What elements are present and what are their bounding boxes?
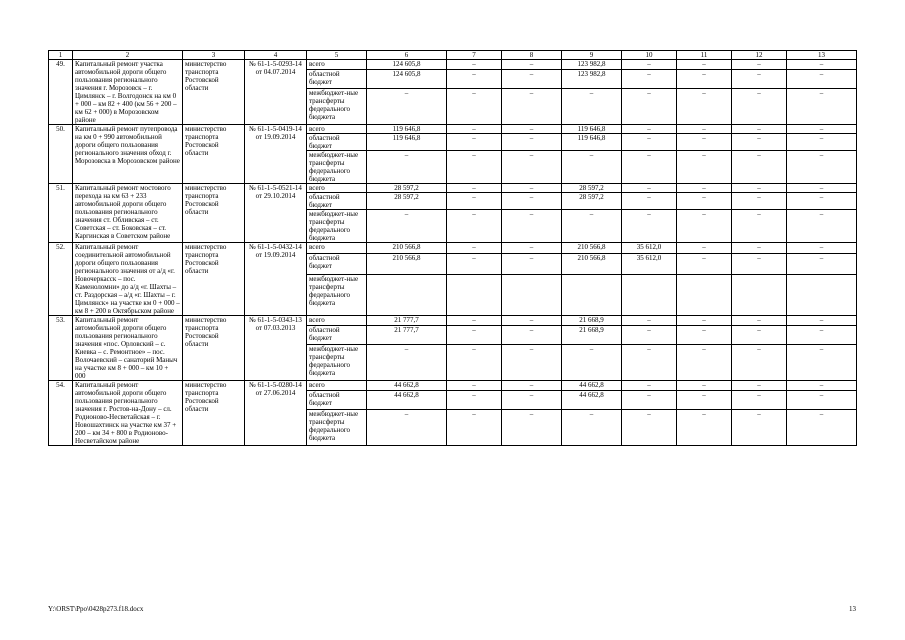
value-cell: 210 566,8: [367, 254, 447, 275]
value-cell: 119 646,8: [367, 125, 447, 134]
value-cell: –: [677, 69, 732, 88]
value-cell: –: [622, 316, 677, 326]
value-cell: [562, 275, 622, 316]
value-cell: –: [622, 60, 677, 70]
value-cell: –: [502, 210, 562, 243]
value-cell: –: [622, 381, 677, 391]
column-header: 13: [787, 51, 857, 60]
value-cell: –: [447, 390, 502, 409]
column-header: 5: [307, 51, 367, 60]
value-cell: 210 566,8: [367, 243, 447, 254]
value-cell: –: [622, 184, 677, 193]
column-header: 12: [732, 51, 787, 60]
value-cell: –: [447, 60, 502, 70]
column-header: 11: [677, 51, 732, 60]
value-cell: –: [732, 381, 787, 391]
value-cell: 35 612,0: [622, 243, 677, 254]
document-sheet: [48, 50, 856, 446]
value-cell: –: [367, 409, 447, 445]
funding-source: межбюджет-ные трансферты федерального бюджета: [307, 344, 367, 380]
column-header: 6: [367, 51, 447, 60]
funding-source: всего: [307, 381, 367, 391]
value-cell: –: [732, 210, 787, 243]
funding-source: всего: [307, 243, 367, 254]
funding-source: межбюджет-ные трансферты федерального бюджета: [307, 210, 367, 243]
value-cell: –: [677, 254, 732, 275]
value-cell: –: [732, 243, 787, 254]
value-cell: –: [787, 381, 857, 391]
value-cell: 44 662,8: [562, 390, 622, 409]
value-cell: –: [447, 254, 502, 275]
value-cell: –: [787, 344, 857, 380]
funding-source: областной бюджет: [307, 254, 367, 275]
value-cell: 28 597,2: [562, 184, 622, 193]
value-cell: 119 646,8: [562, 125, 622, 134]
object-name: Капитальный ремонт мостового перехода на км 63 + 233 автомобильной дороги общего пользования регионального значения ст. Обливская – ст. Советская – ст. Боковская – ст. Каргинская в Советском районе: [73, 184, 183, 243]
value-cell: 119 646,8: [367, 134, 447, 151]
row-number: 54.: [49, 381, 73, 446]
value-cell: –: [732, 409, 787, 445]
value-cell: 28 597,2: [367, 193, 447, 210]
responsible-org: министерство транспорта Ростовской области: [183, 381, 245, 446]
row-number: 52.: [49, 243, 73, 316]
object-name: Капитальный ремонт соединительной автомобильной дороги общего пользования регионального значения от а/д «г. Новочеркасск – пос. Каменоломни» до а/д «г. Шахты – ст. Раздорская – а/д «г. Шахты – г. Цимлянск» на участке км 0 + 000 – км 8 + 200 в Октябрьском районе: [73, 243, 183, 316]
table-row: [49, 125, 857, 134]
responsible-org: министерство транспорта Ростовской области: [183, 184, 245, 243]
page-number: 13: [849, 605, 856, 613]
value-cell: –: [787, 193, 857, 210]
value-cell: –: [447, 184, 502, 193]
value-cell: –: [677, 325, 732, 344]
value-cell: 21 668,9: [562, 325, 622, 344]
value-cell: –: [732, 151, 787, 184]
value-cell: 28 597,2: [367, 184, 447, 193]
document-number: № 61-1-5-0280-14 от 27.06.2014: [245, 381, 307, 446]
value-cell: –: [677, 344, 732, 380]
column-header: 8: [502, 51, 562, 60]
funding-source: областной бюджет: [307, 390, 367, 409]
table-row: [49, 381, 857, 391]
value-cell: 44 662,8: [367, 390, 447, 409]
value-cell: –: [732, 344, 787, 380]
value-cell: 210 566,8: [562, 254, 622, 275]
program-table: [48, 50, 857, 446]
value-cell: –: [502, 125, 562, 134]
value-cell: –: [787, 125, 857, 134]
value-cell: –: [677, 125, 732, 134]
value-cell: –: [502, 88, 562, 124]
value-cell: –: [787, 184, 857, 193]
value-cell: –: [622, 409, 677, 445]
value-cell: –: [677, 210, 732, 243]
value-cell: [787, 275, 857, 316]
table-row: [49, 316, 857, 326]
table-row: [49, 60, 857, 70]
value-cell: –: [732, 254, 787, 275]
document-number: № 61-1-5-0343-13 от 07.03.2013: [245, 316, 307, 381]
value-cell: –: [787, 88, 857, 124]
value-cell: –: [622, 210, 677, 243]
value-cell: –: [502, 381, 562, 391]
value-cell: –: [367, 88, 447, 124]
column-header: 2: [73, 51, 183, 60]
value-cell: –: [447, 193, 502, 210]
document-number: № 61-1-5-0432-14 от 19.09.2014: [245, 243, 307, 316]
value-cell: –: [447, 151, 502, 184]
value-cell: [622, 275, 677, 316]
table-row: [49, 243, 857, 254]
value-cell: 28 597,2: [562, 193, 622, 210]
value-cell: 35 612,0: [622, 254, 677, 275]
object-name: Капитальный ремонт участка автомобильной дороги общего пользования регионального значения г. Морозовск – г. Цимлянск – г. Волгодонск на км 0 + 000 – км 82 + 400 (км 56 + 200 – км 62 + 000) в Морозовском районе: [73, 60, 183, 125]
value-cell: –: [787, 243, 857, 254]
object-name: Капитальный ремонт автомобильной дороги общего пользования регионального значения «пос. Орловский – с. Киевка – с. Ремонтное» – пос. Волочаевский – санаторий Маныч на участке км 8 + 000 – км 10 + 000: [73, 316, 183, 381]
value-cell: –: [447, 344, 502, 380]
value-cell: –: [502, 409, 562, 445]
value-cell: –: [732, 193, 787, 210]
value-cell: –: [562, 409, 622, 445]
value-cell: –: [677, 390, 732, 409]
value-cell: –: [502, 184, 562, 193]
value-cell: –: [732, 125, 787, 134]
value-cell: –: [622, 151, 677, 184]
value-cell: –: [447, 381, 502, 391]
funding-source: областной бюджет: [307, 325, 367, 344]
value-cell: –: [787, 69, 857, 88]
value-cell: –: [787, 134, 857, 151]
value-cell: –: [677, 193, 732, 210]
value-cell: –: [622, 390, 677, 409]
document-number: № 61-1-5-0521-14 от 29.10.2014: [245, 184, 307, 243]
value-cell: –: [622, 125, 677, 134]
column-header: 4: [245, 51, 307, 60]
funding-source: всего: [307, 60, 367, 70]
value-cell: –: [502, 243, 562, 254]
value-cell: –: [677, 88, 732, 124]
value-cell: –: [367, 210, 447, 243]
funding-source: областной бюджет: [307, 69, 367, 88]
column-header: 10: [622, 51, 677, 60]
value-cell: 123 982,8: [562, 69, 622, 88]
value-cell: –: [502, 325, 562, 344]
value-cell: –: [732, 325, 787, 344]
value-cell: 21 777,7: [367, 325, 447, 344]
value-cell: –: [367, 344, 447, 380]
value-cell: [677, 275, 732, 316]
value-cell: –: [502, 69, 562, 88]
value-cell: –: [732, 134, 787, 151]
value-cell: –: [622, 193, 677, 210]
value-cell: 124 605,8: [367, 69, 447, 88]
value-cell: –: [447, 88, 502, 124]
value-cell: –: [787, 254, 857, 275]
row-number: 53.: [49, 316, 73, 381]
value-cell: –: [447, 134, 502, 151]
value-cell: –: [502, 254, 562, 275]
value-cell: 21 777,7: [367, 316, 447, 326]
value-cell: –: [677, 151, 732, 184]
row-number: 51.: [49, 184, 73, 243]
value-cell: –: [367, 151, 447, 184]
value-cell: [367, 275, 447, 316]
value-cell: –: [562, 344, 622, 380]
row-number: 49.: [49, 60, 73, 125]
value-cell: –: [732, 390, 787, 409]
column-number-header: [49, 51, 857, 60]
value-cell: –: [677, 316, 732, 326]
column-header: 3: [183, 51, 245, 60]
value-cell: 21 668,9: [562, 316, 622, 326]
value-cell: –: [502, 151, 562, 184]
table-row: [49, 184, 857, 193]
value-cell: –: [502, 344, 562, 380]
value-cell: 119 646,8: [562, 134, 622, 151]
value-cell: –: [622, 88, 677, 124]
value-cell: [447, 275, 502, 316]
funding-source: всего: [307, 125, 367, 134]
value-cell: 210 566,8: [562, 243, 622, 254]
funding-source: межбюджет-ные трансферты федерального бюджета: [307, 275, 367, 316]
value-cell: –: [677, 243, 732, 254]
value-cell: –: [447, 316, 502, 326]
footer-file-path: Y:\ORST\Ppo\0428p273.f18.docx: [48, 605, 144, 613]
funding-source: межбюджет-ные трансферты федерального бюджета: [307, 151, 367, 184]
value-cell: –: [562, 210, 622, 243]
value-cell: –: [732, 88, 787, 124]
value-cell: –: [787, 210, 857, 243]
value-cell: –: [677, 60, 732, 70]
value-cell: –: [787, 325, 857, 344]
document-number: № 61-1-5-0293-14 от 04.07.2014: [245, 60, 307, 125]
value-cell: –: [677, 381, 732, 391]
object-name: Капитальный ремонт автомобильной дороги общего пользования регионального значения г. Ростов-на-Дону – сл. Родионово-Несветайская – г. Новошахтинск на участке км 37 + 200 – км 34 + 800 в Родионово-Несветайском районе: [73, 381, 183, 446]
funding-source: областной бюджет: [307, 134, 367, 151]
value-cell: –: [447, 325, 502, 344]
row-number: 50.: [49, 125, 73, 184]
funding-source: областной бюджет: [307, 193, 367, 210]
value-cell: –: [622, 134, 677, 151]
value-cell: –: [502, 60, 562, 70]
responsible-org: министерство транспорта Ростовской области: [183, 60, 245, 125]
value-cell: 44 662,8: [367, 381, 447, 391]
column-header: 9: [562, 51, 622, 60]
object-name: Капитальный ремонт путепровода на км 0 + 990 автомобильной дороги общего пользования регионального значения обход г. Морозовска в Морозовском районе: [73, 125, 183, 184]
responsible-org: министерство транспорта Ростовской области: [183, 125, 245, 184]
value-cell: –: [447, 243, 502, 254]
responsible-org: министерство транспорта Ростовской области: [183, 316, 245, 381]
table-body: [49, 51, 857, 446]
funding-source: межбюджет-ные трансферты федерального бюджета: [307, 88, 367, 124]
value-cell: –: [787, 151, 857, 184]
value-cell: –: [677, 134, 732, 151]
value-cell: –: [622, 325, 677, 344]
value-cell: –: [562, 151, 622, 184]
value-cell: [732, 275, 787, 316]
value-cell: –: [732, 184, 787, 193]
value-cell: –: [677, 184, 732, 193]
value-cell: –: [447, 210, 502, 243]
value-cell: –: [787, 409, 857, 445]
column-header: 1: [49, 51, 73, 60]
value-cell: 123 982,8: [562, 60, 622, 70]
value-cell: –: [447, 125, 502, 134]
value-cell: 124 605,8: [367, 60, 447, 70]
value-cell: –: [732, 69, 787, 88]
funding-source: всего: [307, 316, 367, 326]
value-cell: –: [732, 60, 787, 70]
value-cell: –: [447, 69, 502, 88]
value-cell: –: [447, 409, 502, 445]
value-cell: –: [502, 316, 562, 326]
value-cell: –: [732, 316, 787, 326]
value-cell: –: [677, 409, 732, 445]
value-cell: –: [787, 316, 857, 326]
value-cell: –: [562, 88, 622, 124]
value-cell: –: [502, 390, 562, 409]
funding-source: межбюджет-ные трансферты федерального бюджета: [307, 409, 367, 445]
value-cell: –: [787, 60, 857, 70]
document-number: № 61-1-5-0419-14 от 19.09.2014: [245, 125, 307, 184]
value-cell: [502, 275, 562, 316]
value-cell: 44 662,8: [562, 381, 622, 391]
value-cell: –: [622, 344, 677, 380]
column-header: 7: [447, 51, 502, 60]
value-cell: –: [622, 69, 677, 88]
value-cell: –: [502, 134, 562, 151]
funding-source: всего: [307, 184, 367, 193]
responsible-org: министерство транспорта Ростовской области: [183, 243, 245, 316]
value-cell: –: [502, 193, 562, 210]
value-cell: –: [787, 390, 857, 409]
